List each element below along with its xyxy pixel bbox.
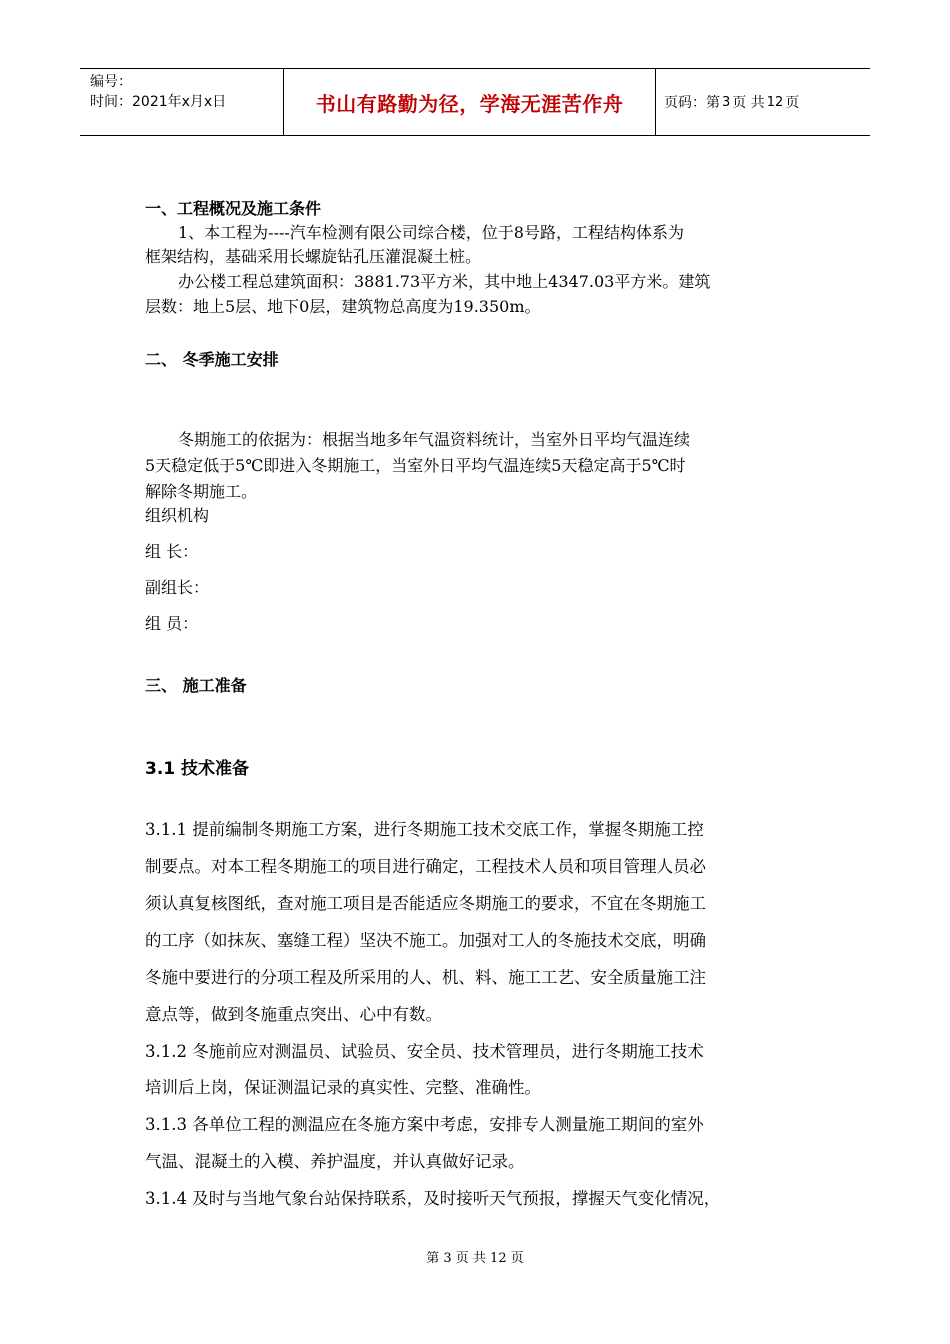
section2-line: 解除冬期施工。 [145, 482, 258, 501]
page-prefix: 页码：第 [664, 95, 720, 111]
section3-line: 制要点。对本工程冬期施工的项目进行确定，工程技术人员和项目管理人员必 [145, 857, 706, 876]
header-meta [80, 69, 283, 135]
org-leader: 组 长： [145, 542, 199, 561]
section3-line: 3.1.4 及时与当地气象台站保持联系，及时接听天气预报，撑握天气变化情况， [145, 1189, 721, 1208]
section3-line: 3.1.3 各单位工程的测温应在冬施方案中考虑，安排专人测量施工期间的室外 [145, 1115, 704, 1134]
section2-title: 二、 冬季施工安排 [145, 350, 279, 369]
section1-line: 1、本工程为----汽车检测有限公司综合楼，位于8号路，工程结构体系为 [178, 223, 684, 242]
page-footer: 第 3 页 共 12 页 [426, 1251, 524, 1266]
section1-line: 办公楼工程总建筑面积：3881.73平方米，其中地上4347.03平方米。建筑 [178, 272, 711, 291]
section1-line: 框架结构，基础采用长螺旋钻孔压灌混凝土桩。 [145, 247, 482, 266]
section3-line: 气温、混凝土的入模、养护温度，并认真做好记录。 [145, 1152, 525, 1171]
section3-subtitle: 3.1 技术准备 [145, 759, 250, 779]
section1-title: 一、工程概况及施工条件 [145, 199, 322, 218]
section3-line: 意点等，做到冬施重点突出、心中有数。 [145, 1005, 442, 1024]
section3-line: 3.1.1 提前编制冬期施工方案，进行冬期施工技术交底工作，掌握冬期施工控 [145, 820, 704, 839]
page-mid: 页 共 [732, 95, 765, 111]
header-page-info [656, 69, 870, 135]
section3-line: 3.1.2 冬施前应对测温员、试验员、安全员、技术管理员，进行冬期施工技术 [145, 1042, 704, 1061]
section1-line: 层数：地上5层、地下0层，建筑物总高度为19.350m。 [145, 297, 541, 316]
section3-line: 冬施中要进行的分项工程及所采用的人、机、料、施工工艺、安全质量施工注 [145, 968, 706, 987]
org-deputy: 副组长： [145, 578, 210, 597]
org-member: 组 员： [145, 614, 199, 633]
page-total: 12 [766, 94, 784, 110]
header-motto: 书山有路勤为径，学海无涯苦作舟 [283, 69, 656, 135]
section3-line: 的工序（如抹灰、塞缝工程）坚决不施工。加强对工人的冬施技术交底，明确 [145, 931, 706, 950]
section3-line: 须认真复核图纸，查对施工项目是否能适应冬期施工的要求，不宜在冬期施工 [145, 894, 706, 913]
section3-line: 培训后上岗，保证测温记录的真实性、完整、准确性。 [145, 1078, 541, 1097]
section2-line: 冬期施工的依据为：根据当地多年气温资料统计，当室外日平均气温连续 [178, 430, 691, 449]
page-number: 3 [722, 94, 731, 110]
section3-title: 三、 施工准备 [145, 676, 247, 695]
page-header [80, 68, 870, 136]
page-suffix: 页 [785, 95, 800, 111]
section2-line: 5天稳定低于5℃即进入冬期施工，当室外日平均气温连续5天稳定高于5℃时 [145, 456, 686, 475]
code-label: 编号： [90, 74, 132, 90]
org-title: 组织机构 [145, 506, 210, 525]
date-label: 时间：2021年x月x日 [90, 94, 227, 110]
